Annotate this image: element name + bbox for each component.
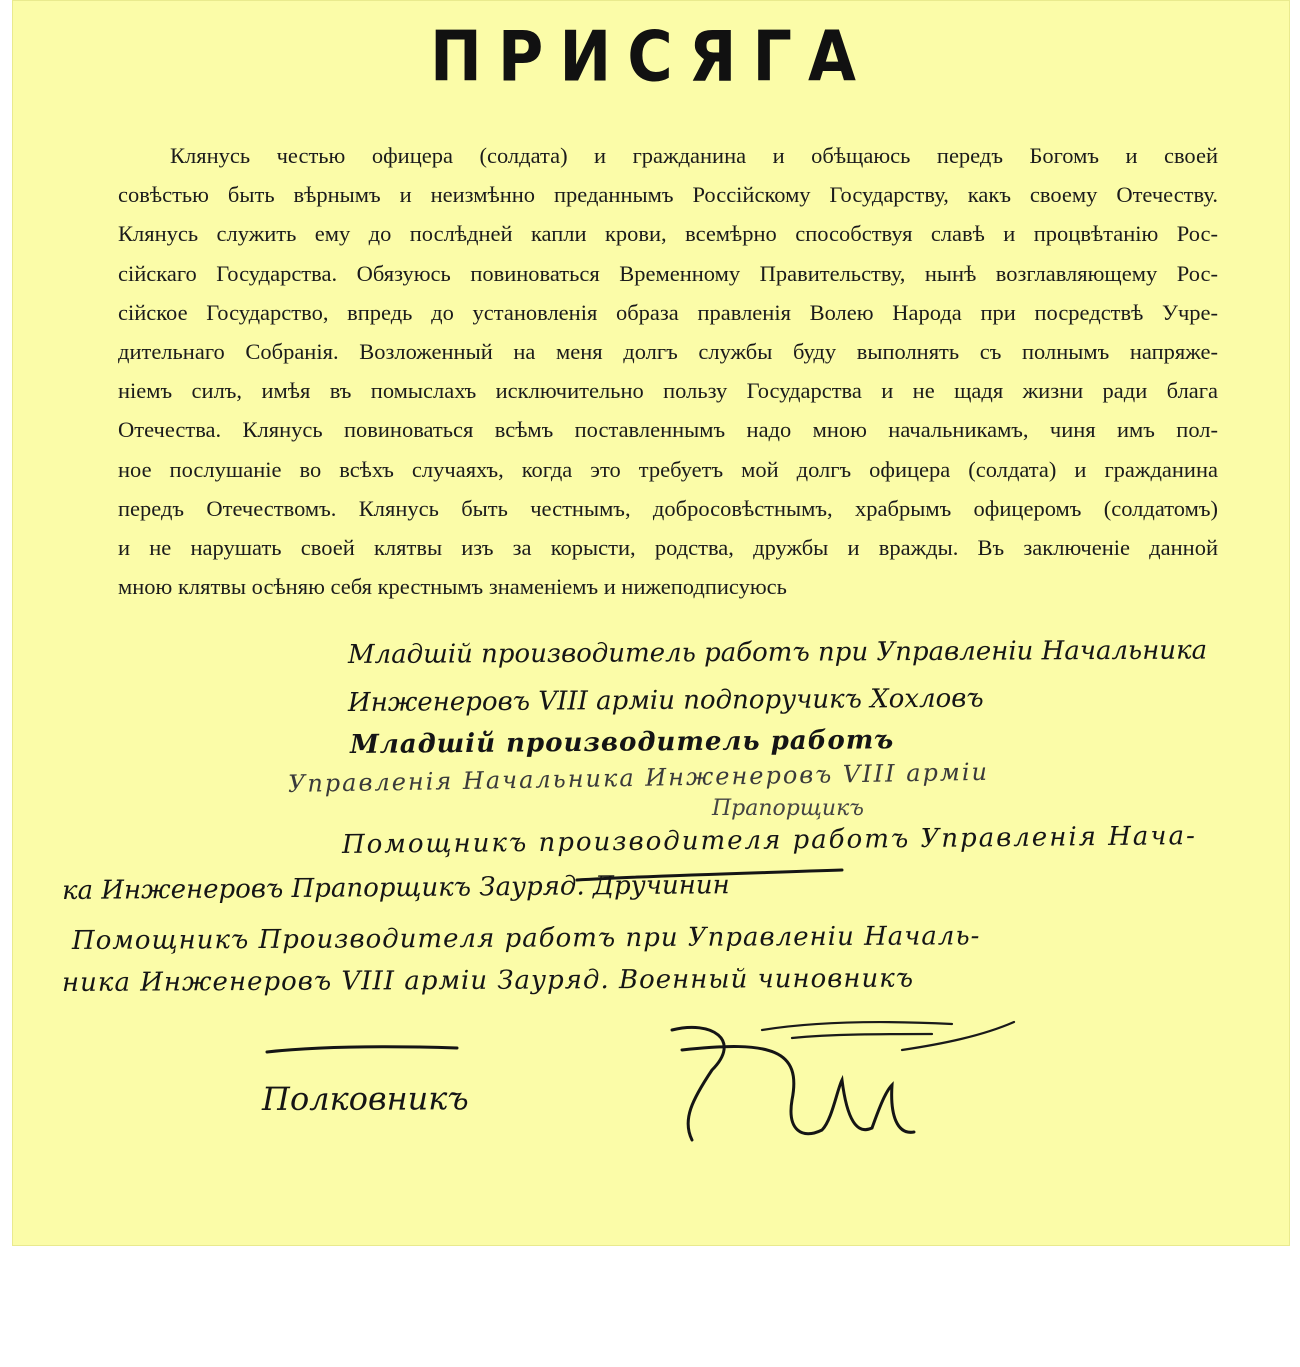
oath-line: нiемъ силъ, имѣя въ помыслахъ исключительно пользу Государства и не щадя жизни ради блага	[118, 378, 1218, 404]
oath-line: сiйскаго Государства. Обязуюсь повиноваться Временному Правительству, нынѣ возглавляющему Рос-	[118, 260, 1218, 286]
handwritten-signature-line: Помощникъ Производителя работъ при Управленiи Началь-	[71, 921, 981, 956]
oath-line: Отечества. Клянусь повиноваться всѣмъ поставленнымъ надо мною начальникамъ, чиня имъ пол-	[118, 417, 1218, 443]
oath-line: дительнаго Собранiя. Возложенный на меня долгъ службы буду выполнять съ полнымъ напряже-	[118, 338, 1218, 364]
oath-line: сiйское Государство, впредь до установленiя образа правленiя Волею Народа при посредствѣ Учре-	[118, 299, 1218, 325]
handwritten-signature-line: Помощникъ производителя работъ Управленiя Нача-	[341, 821, 1197, 860]
oath-text	[118, 136, 1218, 606]
oath-line: Клянусь честью офицера (солдата) и гражданина и обѣщаюсь передъ Богомъ и своей	[170, 143, 1218, 168]
handwritten-signature-line: Полковникъ	[261, 1079, 469, 1118]
signature-flourish-mark	[572, 862, 852, 892]
document-title: ПРИСЯГА	[430, 15, 872, 98]
oath-line: и не нарушать своей клятвы изъ за корысти, родства, дружбы и вражды. Въ заключенiе данной	[118, 534, 1218, 560]
oath-line: ное послушанiе во всѣхъ случаяхъ, когда это требуетъ мой долгъ офицера (солдата) и гражданина	[118, 456, 1218, 482]
handwritten-signature-line: Младшiй производитель работъ	[349, 725, 895, 760]
handwritten-signature-line: Младшiй производитель работъ при Управленiи Начальника	[347, 635, 1208, 670]
handwritten-signature-line: ка Инженеровъ Прапорщикъ Зауряд. Дручинин	[61, 870, 730, 906]
handwritten-signature-line: Прапорщикъ	[712, 796, 864, 821]
signature-flourish-mark	[262, 1040, 462, 1060]
signature-flourish-mark	[752, 1010, 1022, 1060]
oath-document	[12, 0, 1290, 1246]
handwritten-signature-line: Управленiя Начальника Инженеровъ VIII армiи	[287, 757, 990, 798]
handwritten-signature-line: Инженеровъ VIII армiи подпоручикъ Хохловъ	[347, 683, 984, 718]
oath-line: Клянусь служить ему до послѣдней капли крови, всемѣрно способствуя славѣ и процвѣтанiю Рос-	[118, 221, 1218, 247]
oath-line: передъ Отечествомъ. Клянусь быть честнымъ, добросовѣстнымъ, храбрымъ офицеромъ (солдатомъ)	[118, 495, 1218, 521]
oath-line: мною клятвы осѣняю себя крестнымъ знаменiемъ и нижеподписуюсь	[118, 574, 787, 600]
oath-line: совѣстью быть вѣрнымъ и неизмѣнно преданнымъ Россiйскому Государству, какъ своему Отечеству.	[118, 182, 1218, 208]
handwritten-signature-line: ника Инженеровъ VIII армiи Зауряд. Военный чиновникъ	[61, 963, 915, 998]
